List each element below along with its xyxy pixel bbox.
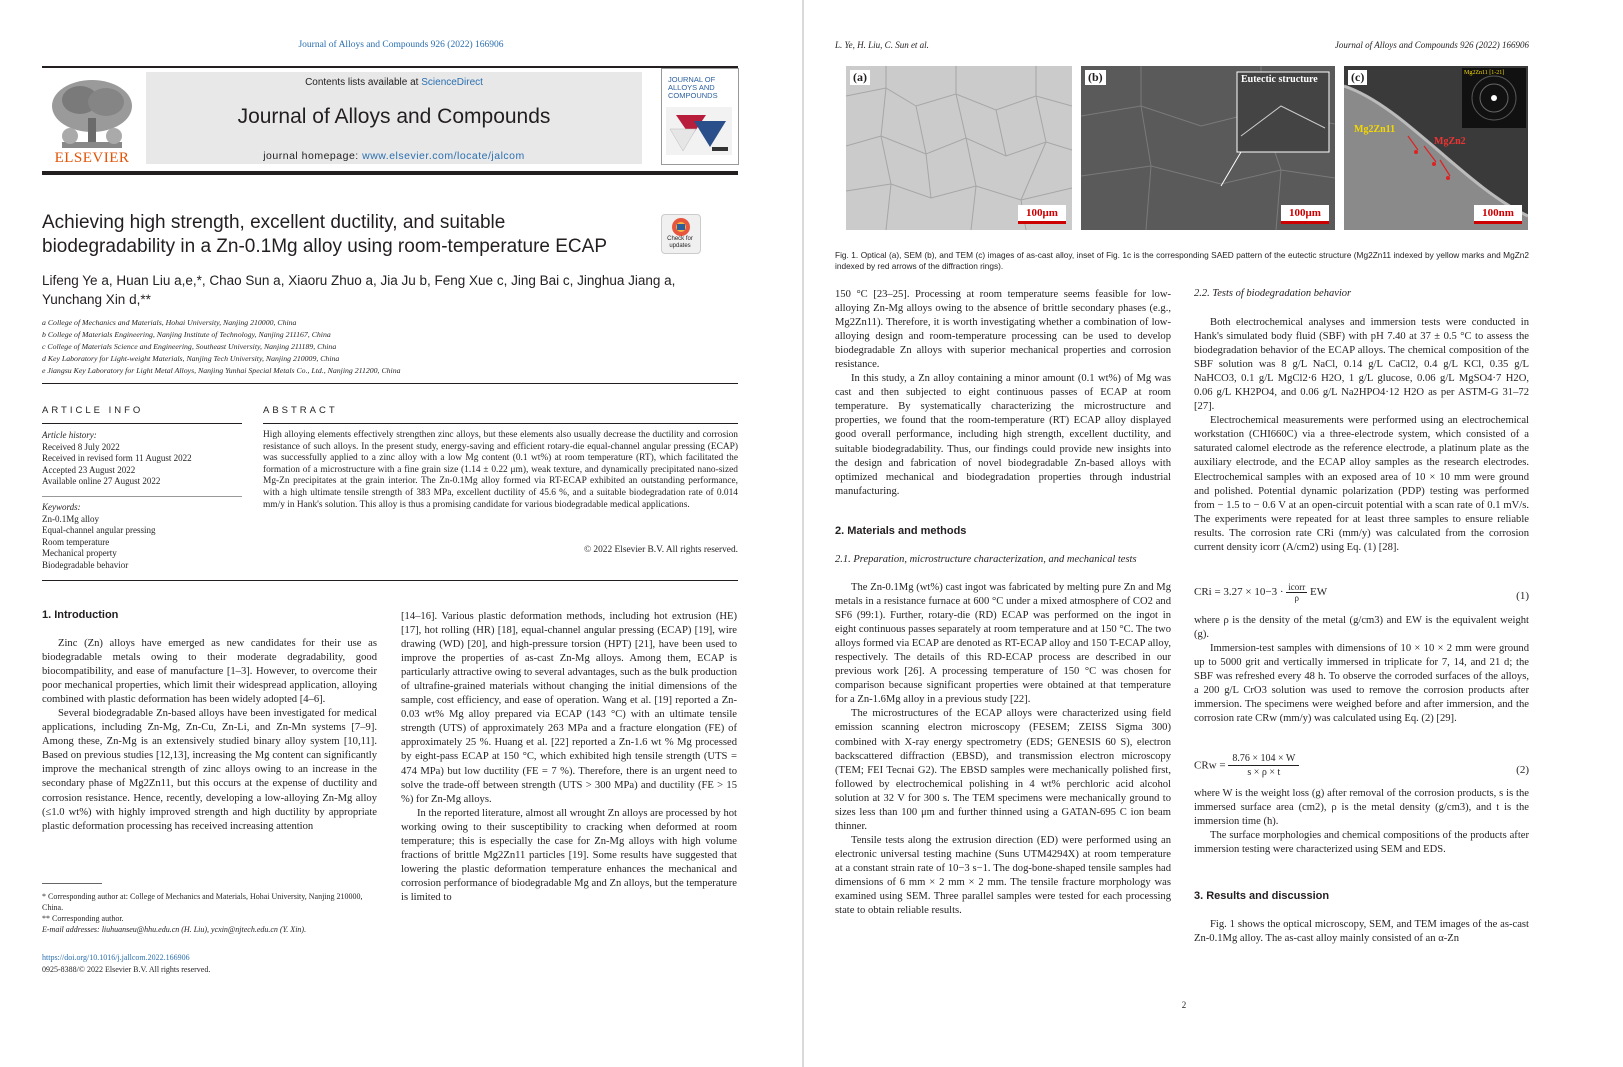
- body-paragraph: where W is the weight loss (g) after removal of the corrosion products, s is the immersed surface area (cm2), ρ is the metal density (g/cm3), and t is the immersion time (h).: [1194, 788, 1529, 828]
- footnote-email: E-mail addresses: liuhuanseu@hhu.edu.cn (H. Liu), ycxin@njtech.edu.cn (Y. Xin).: [42, 925, 307, 934]
- abstract-rule: [263, 423, 738, 424]
- journal-reference[interactable]: Journal of Alloys and Compounds 926 (2022) 166906: [298, 40, 504, 50]
- left-column-methods: [835, 581, 1171, 918]
- contents-line: Contents lists available at ScienceDirect: [305, 77, 483, 88]
- page-2: [804, 0, 1623, 1067]
- phase-label-mg2zn11: Mg2Zn11: [1354, 124, 1396, 135]
- affiliations: [42, 317, 732, 377]
- keyword: Room temperature: [42, 536, 110, 547]
- phase-label-mgzn2: MgZn2: [1434, 136, 1466, 147]
- page-number: 2: [1181, 1000, 1187, 1010]
- abstract-heading: ABSTRACT: [263, 405, 338, 416]
- body-paragraph: In this study, a Zn alloy containing a minor amount (0.1 wt%) of Mg was cast and then subjected to eight continuous passes of ECAP at room temperature. By systematically characterizing the microstructure and properties, we found that the room-temperature (RT) ECAP alloy displayed good overall performance, including high strength, excellent ductility, and suitable biodegradability. Thus, our findings could provide new insights into the design and fabrication of novel biodegradable Zn-based alloys with optimized mechanical and biodegradation properties through industrial manufacturing.: [835, 373, 1171, 497]
- equation-number: (2): [1516, 764, 1529, 776]
- history-label: Article history:: [42, 430, 97, 440]
- inset-label: Eutectic structure: [1241, 74, 1318, 85]
- subsection-2-2-heading: 2.2. Tests of biodegradation behavior: [1194, 288, 1352, 299]
- issn-line: 0925-8388/© 2022 Elsevier B.V. All rights reserved.: [42, 965, 211, 974]
- sciencedirect-link[interactable]: ScienceDirect: [421, 77, 483, 88]
- running-authors: L. Ye, H. Liu, C. Sun et al.: [835, 40, 929, 50]
- keywords-rule: [42, 496, 242, 497]
- journal-homepage: journal homepage: www.elsevier.com/locate/jalcom: [263, 150, 525, 162]
- keyword: Zn-0.1Mg alloy: [42, 513, 99, 524]
- figure-panel-b: [1081, 66, 1335, 230]
- body-paragraph: The Zn-0.1Mg (wt%) cast ingot was fabricated by melting pure Zn and Mg metals in a resistance furnace at 600 °C under a mixed atmosphere of CO2 and SF6 (99:1). Further, rotary-die (RD) ECAP was performed on the ingot in eight continuous passes separately at room temperature and at 150 °C. The two alloys formed via ECAP are denoted as RT-ECAP alloy and 150 T-ECAP alloy, respectively. The details of this RD-ECAP process are described in our previous work [26]. A processing temperature of 150 °C was chosen for comparison because significant properties were obtained at that temperature for a Zn-1.6Mg alloy in a previous study [22].: [835, 582, 1171, 706]
- body-paragraph: where ρ is the density of the metal (g/cm3) and EW is the equivalent weight (g).: [1194, 615, 1529, 641]
- header-rule-bottom: [42, 171, 738, 175]
- intro-paragraph: Several biodegradable Zn-based alloys have been investigated for medical applications, including Zn-Mg, Zn-Cu, Zn-Li, and Zn-Mn systems [7–9]. Among these, Zn-Mg is an extensively studied binary alloy system [10,11]. Based on previous studies [12,13], increasing the Mg content can significantly improve the mechanical strength of zinc alloys owing to an increase in the secondary phase of Mg2Zn11, but this occurs at the expense of ductility and corrosion resistance. Hence, recently, developing a low-alloying Zn-Mg alloy (≤1.0 wt%) with highly improved strength and high ductility by appropriate plastic deformation processing has received increasing attention: [42, 708, 377, 832]
- abstract-bottom-rule: [42, 580, 738, 581]
- body-paragraph: Electrochemical measurements were performed using an electrochemical workstation (CHI660C) via a three-electrode system, which consisted of a saturated calomel electrode as the reference electrode, a platinum plate as the auxiliary electrode, and the ECAP alloy samples as the research electrodes. Electrochemical samples with an exposed area of 10 × 10 mm were ground and polished. Potential dynamic polarization (PDP) testing was performed from − 1.5 to − 0.6 V at an open-circuit potential with a scan rate of 0.1 mV/s. The experiments were repeated for at least three samples to ensure reliable results. The corrosion rate CRi (mm/y) was calculated from the corrosion current density icorr (A/cm2) using Eq. (1) [28].: [1194, 415, 1529, 553]
- footnote-rule: [42, 883, 102, 884]
- equation-1: CRi = 3.27 × 10−3 · icorr ρ EW (1): [1194, 582, 1529, 603]
- header-rule-top: [42, 66, 738, 68]
- affiliation: e Jiangsu Key Laboratory for Light Metal Alloys, Nanjing Yunhai Special Metals Co., Ltd., Nanjing 211200, China: [42, 366, 401, 375]
- abstract-text: High alloying elements effectively strengthen zinc alloys, but these elements also usually decrease the ductility and corrosion resistance of such alloys. In the present study, energy-saving and efficient rotary-die equal-channel angular pressing (ECAP) was successfully applied to a zinc alloy with a low Mg content (0.1 wt%) at room temperature (RT), which facilitated the formation of a microstructure with a fine grain size (1.14 ± 0.22 μm), weak texture, and dynamically precipitated nano-sized Mg-Zn precipitates at the grain interior. The Zn-0.1Mg alloy formed via RT-ECAP exhibited an outstanding performance, with a high ultimate tensile strength of 383 MPa, excellent ductility of 45.6 %, and a suitable biodegradation rate of 0.014 mm/y in Hank's solution. This alloy is thus a promising candidate for various biodegradable medical applications.: [263, 430, 738, 510]
- cover-graphic: [666, 107, 732, 155]
- equation-2: CRw = $\frac{8.76 \times 104 \times W}{s \times \rho \times t}$ (2): [1194, 753, 1529, 778]
- intro-paragraph: [14–16]. Various plastic deformation methods, including hot extrusion (HE) [17], hot rolling (HR) [18], equal-channel angular pressing (ECAP) [19], wire drawing (WD) [20], and high-pressure torsion (HPT) [21], have been used to improve the properties of as-cast Zn-Mg alloys. Among them, ECAP is particularly attractive owing to several advantages, such as the bulk production of ultrafine-grained materials without changing the initial dimensions of the sample, cost efficiency, and ease of operation. Wang et al. [19] reported a Zn-0.03 wt% Mg alloy prepared via ECAP (143 °C) with an ultimate tensile strength (UTS) of approximately 263 MPa and a fracture elongation (FE) of approximately 25 %. Huang et al. [22] reported a Zn-1.6 wt % Mg processed by eight-pass ECAP at 150 °C, which exhibited high tensile strength (UTS = 474 MPa) but low ductility (FE = 7 %). Therefore, there is an urgent need to solve the trade-off between strength (UTS > 300 MPa) and ductility (FE > 15 %) for Zn-Mg alloys.: [401, 611, 737, 805]
- results-paragraph: Fig. 1 shows the optical microscopy, SEM, and TEM images of the as-cast Zn-0.1Mg alloy. The as-cast alloy mainly consisted of an α-Zn: [1194, 919, 1529, 945]
- body-paragraph: Both electrochemical analyses and immersion tests were conducted in Hank's simulated body fluid (SBF) with pH 7.40 at 37 ± 0.5 °C to assess the biodegradation behavior of the ECAP alloys. The chemical composition of the SBF solution was 8 g/L NaCl, 0.14 g/L CaCl2, 0.4 g/L KCl, 0.35 g/L NaHCO3, 0.1 g/L MgCl2·6 H2O, 1 g/L glucose, 0.06 g/L MgSO4·7 H2O, 0.06 g/L KH2PO4, and 0.06 g/L Na2HPO4·12 H2O as per ASTM-G 31–72 [27].: [1194, 317, 1529, 413]
- scale-bar: 100nm: [1474, 205, 1522, 224]
- materials-heading: 2. Materials and methods: [835, 525, 967, 537]
- right-column-after-eq2: [1194, 787, 1529, 857]
- scale-bar: 100μm: [1281, 205, 1329, 224]
- footnote: ** Corresponding author.: [42, 914, 124, 923]
- check-updates-label: Check for updates: [667, 236, 693, 249]
- history-line: Received 8 July 2022: [42, 441, 120, 452]
- intro-paragraph: Zinc (Zn) alloys have emerged as new candidates for their use as biodegradable metals owing to their moderate degradability, good biocompatibility, and ease of manufacture [1–3]. However, to overcome their poor mechanical properties, which limit their widespread application, alloying combined with plastic deformation has been widely adopted [4–6].: [42, 638, 377, 706]
- keywords: [42, 502, 242, 571]
- body-paragraph: Immersion-test samples with dimensions of 10 × 10 × 2 mm were ground up to 5000 grit and vertically immersed in triplicate for 7, 14, and 21 d; the SBF was refreshed every 48 h. To observe the corroded surfaces of the alloys, a 200 g/L CrO3 solution was used to remove the corrosion products after immersion. The specimens were weighed before and after immersion, and the corrosion rate CRw (mm/y) was calculated using Eq. (2) [29].: [1194, 643, 1529, 725]
- right-column-after-eq1: [1194, 614, 1529, 726]
- affiliation: c College of Materials Science and Engineering, Southeast University, Nanjing 211189, China: [42, 342, 337, 351]
- page-1: [0, 0, 802, 1067]
- saed-inset-label: Mg2Zn11 [1-21]: [1464, 70, 1505, 76]
- introduction-heading: 1. Introduction: [42, 609, 119, 621]
- right-column-tests: [1194, 316, 1529, 555]
- results-heading: 3. Results and discussion: [1194, 890, 1330, 902]
- figure-panel-c: [1344, 66, 1528, 230]
- cover-title: JOURNAL OF ALLOYS AND COMPOUNDS: [668, 75, 718, 100]
- figure-caption: Fig. 1. Optical (a), SEM (b), and TEM (c) images of as-cast alloy, inset of Fig. 1c is the corresponding SAED pattern of the eutectic structure (Mg2Zn11 indexed by yellow marks and MgZn2 indexed by red arrows of the diffraction rings).: [835, 250, 1529, 271]
- homepage-link[interactable]: www.elsevier.com/locate/jalcom: [362, 150, 525, 162]
- body-paragraph: The microstructures of the ECAP alloys were characterized using field emission scanning electron microscopy (FESEM; ZEISS Sigma 300) combined with X-ray energy spectrometry (EDS; GENESIS 60 S), electron backscattered diffraction (EBSD), and transmission electron microscopy (TEM; FEI Tecnai G2). The EBSD samples were mechanically polished first, followed by electrochemical polishing in 4 wt% perchloric acid alcohol solution at 32 V for 300 s. The TEM specimens were mechanically ground to sizes less than 100 μm and further thinned using a GATAN-695 C ion beam thinner.: [835, 708, 1171, 832]
- figure-panel-a: [846, 66, 1072, 230]
- body-paragraph: 150 °C [23–25]. Processing at room temperature seems feasible for low-alloying Zn-Mg alloys owing to the absence of brittle secondary phases (e.g., Mg2Zn11). Therefore, it is worth investigating whether a combination of low-alloying design and room-temperature processing can be used to develop biodegradable Zn alloys with superior mechanical properties and corrosion resistance.: [835, 289, 1171, 371]
- affiliation: a College of Mechanics and Materials, Hohai University, Nanjing 210000, China: [42, 318, 297, 327]
- doi-link[interactable]: https://doi.org/10.1016/j.jallcom.2022.166906: [42, 953, 190, 962]
- affiliation: b College of Materials Engineering, Nanjing Institute of Technology, Nanjing 211167, China: [42, 330, 331, 339]
- keyword: Equal-channel angular pressing: [42, 525, 156, 535]
- keyword: Mechanical property: [42, 548, 117, 558]
- paper-title: Achieving high strength, excellent ductility, and suitable biodegradability in a Zn-0.1Mg alloy using room-temperature ECAP: [42, 212, 607, 257]
- intro-paragraph: In the reported literature, almost all wrought Zn alloys are processed by hot working owing to their susceptibility to cracking when deformed at room temperature; this is especially the case for Zn-Mg alloys with high volume fractions of brittle Mg2Zn11 particles [19]. Some results have suggested that lowering the plastic deformation temperature enhances the mechanical and corrosion performance of biodegradable Mg and Zn alloys, but the temperature is limited to: [401, 807, 737, 903]
- footnote: * Corresponding author at: College of Mechanics and Materials, Hohai University, Nanjing 210000, China.: [42, 892, 363, 912]
- article-info-heading: ARTICLE INFO: [42, 405, 144, 416]
- footnotes: [42, 891, 377, 935]
- history-line: Accepted 23 August 2022: [42, 464, 136, 475]
- scale-bar: 100μm: [1018, 205, 1066, 224]
- author-list: Lifeng Ye a, Huan Liu a,e,*, Chao Sun a, Xiaoru Zhuo a, Jia Ju b, Feng Xue c, Jing Bai c, Jinghua Jiang a, Yunchang Xin d,**: [42, 273, 676, 307]
- equation-number: (1): [1516, 590, 1529, 602]
- body-paragraph: Tensile tests along the extrusion direction (ED) were performed using an electronic universal testing machine (Suns UTM4294X) at room temperature at a constant strain rate of 10−3 s−1. The dog-bone-shaped tensile samples had dimensions of 6 mm × 2 mm × 2 mm. The tensile fracture morphology was examined using SEM. Three parallel samples were tested for each processing state to obtain reliable results.: [835, 834, 1171, 917]
- intro-column-2: [401, 610, 737, 905]
- panel-label: (b): [1085, 70, 1106, 85]
- abstract-copyright: © 2022 Elsevier B.V. All rights reserved.: [583, 545, 738, 555]
- panel-label: (a): [850, 70, 870, 85]
- elsevier-wordmark: ELSEVIER: [54, 150, 130, 166]
- body-paragraph: The surface morphologies and chemical compositions of the products after immersion testing were characterized using SEM and EDS.: [1194, 830, 1529, 856]
- article-info-rule: [42, 423, 242, 424]
- affiliation: d Key Laboratory for Light-weight Materials, Nanjing Tech University, Nanjing 210009, China: [42, 354, 340, 363]
- keyword: Biodegradable behavior: [42, 559, 129, 570]
- article-history: [42, 430, 242, 488]
- running-journal: Journal of Alloys and Compounds 926 (2022) 166906: [1334, 40, 1529, 50]
- history-line: Available online 27 August 2022: [42, 476, 161, 486]
- intro-column-1: [42, 637, 377, 834]
- keywords-label: Keywords:: [42, 502, 81, 512]
- panel-label: (c): [1348, 70, 1367, 85]
- left-column-intro: [835, 288, 1171, 499]
- affiliation-rule: [42, 383, 738, 384]
- journal-cover-thumbnail: [661, 68, 739, 165]
- journal-title: Journal of Alloys and Compounds: [237, 105, 551, 128]
- subsection-2-1-heading: 2.1. Preparation, microstructure characterization, and mechanical tests: [835, 554, 1137, 565]
- history-line: Received in revised form 11 August 2022: [42, 453, 192, 463]
